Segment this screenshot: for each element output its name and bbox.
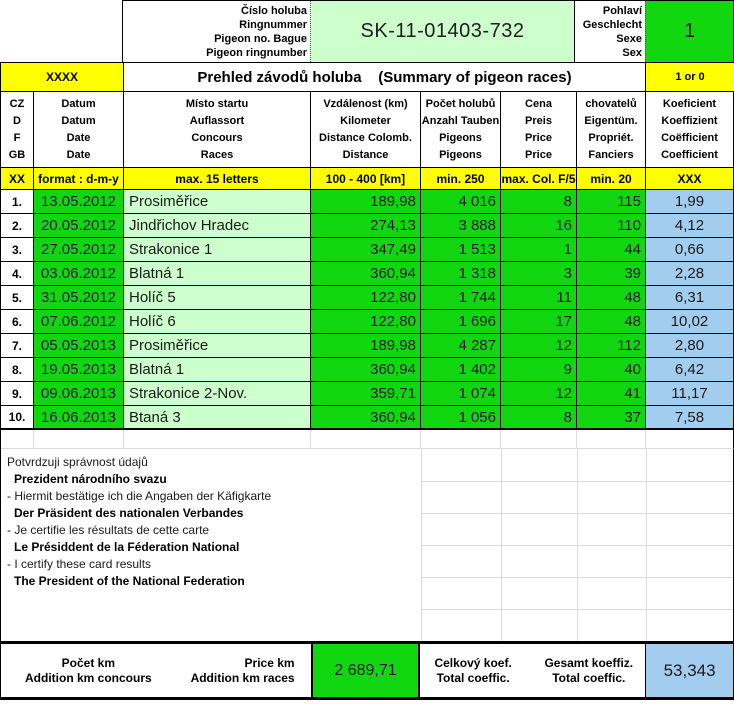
race-date-cell[interactable]: 13.05.2012 <box>34 190 124 214</box>
coef-total-labels <box>420 644 645 697</box>
race-pigeons-cell[interactable]: 4 287 <box>421 334 501 358</box>
race-pigeons-cell[interactable]: 1 402 <box>421 358 501 382</box>
race-date-cell[interactable]: 16.06.2013 <box>34 406 124 430</box>
certification-text <box>7 454 271 590</box>
race-fanciers-cell[interactable]: 37 <box>577 406 646 430</box>
race-coefficient-cell[interactable]: 11,17 <box>646 382 734 406</box>
top-border-line <box>123 0 734 1</box>
coef-total-cell[interactable]: 53,343 <box>645 644 734 697</box>
coef-label-cz: Celkový koef. Total coeffic. <box>434 655 512 685</box>
sex-value-cell[interactable]: 1 <box>645 0 734 62</box>
cert-line-fr-title: Le Présiddent de la Féderation National <box>14 540 240 554</box>
race-price-cell[interactable]: 8 <box>501 190 577 214</box>
race-fanciers-cell[interactable]: 112 <box>577 334 646 358</box>
race-coefficient-cell[interactable]: 2,28 <box>646 262 734 286</box>
race-date-cell[interactable]: 27.05.2012 <box>34 238 124 262</box>
race-price-cell[interactable]: 16 <box>501 214 577 238</box>
race-place-cell[interactable]: Blatná 1 <box>124 358 311 382</box>
cert-line-cz-title: Prezident národního svazu <box>14 472 167 486</box>
row-number: 4. <box>1 262 34 286</box>
page-title: Prehled závodů holuba (Summary of pigeon races) <box>124 63 646 91</box>
col-header-lang: CZ D F GB <box>1 92 34 168</box>
param-min-pigeons: min. 250 <box>421 168 501 190</box>
row-number: 5. <box>1 286 34 310</box>
ring-label-en: Pigeon ringnumber <box>206 46 307 59</box>
race-distance-cell[interactable]: 189,98 <box>311 334 421 358</box>
race-pigeons-cell[interactable]: 1 696 <box>421 310 501 334</box>
cert-line-cz: Potvrdzuji správnost údajů <box>7 455 148 469</box>
row-number: 1. <box>1 190 34 214</box>
race-coefficient-cell[interactable]: 4,12 <box>646 214 734 238</box>
race-pigeons-cell[interactable]: 3 888 <box>421 214 501 238</box>
cert-line-en-title: The President of the National Federation <box>14 574 245 588</box>
km-label-en: Price km Addition km races <box>190 655 295 685</box>
km-total-cell[interactable]: 2 689,71 <box>311 644 421 697</box>
certification-section <box>0 449 734 641</box>
race-place-cell[interactable]: Strakonice 2-Nov. <box>124 382 311 406</box>
gridline <box>421 577 734 578</box>
row-number: 8. <box>1 358 34 382</box>
race-pigeons-cell[interactable]: 1 744 <box>421 286 501 310</box>
race-pigeons-cell[interactable]: 1 074 <box>421 382 501 406</box>
race-pigeons-cell[interactable]: 1 513 <box>421 238 501 262</box>
sex-label-cz: Pohlaví <box>602 4 642 17</box>
ring-label-cz: Číslo holuba <box>241 4 307 17</box>
race-coefficient-cell[interactable]: 1,99 <box>646 190 734 214</box>
row-number: 6. <box>1 310 34 334</box>
race-coefficient-cell[interactable]: 6,31 <box>646 286 734 310</box>
param-xx: XX <box>1 168 34 190</box>
km-total-labels <box>1 644 311 697</box>
race-price-cell[interactable]: 3 <box>501 262 577 286</box>
row-number: 3. <box>1 238 34 262</box>
col-header-place: Místo startu Auflassort Concours Races <box>124 92 311 168</box>
race-date-cell[interactable]: 09.06.2013 <box>34 382 124 406</box>
sex-label-fr: Sexe <box>616 32 642 45</box>
gridline <box>421 609 734 610</box>
race-price-cell[interactable]: 8 <box>501 406 577 430</box>
race-coefficient-cell[interactable]: 0,66 <box>646 238 734 262</box>
race-price-cell[interactable]: 12 <box>501 334 577 358</box>
totals-footer <box>0 641 734 700</box>
km-label-cz: Počet km Addition km concours <box>25 655 152 685</box>
race-place-cell[interactable]: Jindřichov Hradec <box>124 214 311 238</box>
race-place-cell[interactable]: Holíč 5 <box>124 286 311 310</box>
row-number: 7. <box>1 334 34 358</box>
cert-line-de-title: Der Präsident des nationalen Verbandes <box>14 506 244 520</box>
title-row <box>0 63 734 92</box>
race-distance-cell[interactable]: 359,71 <box>311 382 421 406</box>
row-number: 10. <box>1 406 34 430</box>
param-xxx: XXX <box>646 168 734 190</box>
race-distance-cell[interactable]: 274,13 <box>311 214 421 238</box>
row-number: 2. <box>1 214 34 238</box>
ring-label-fr: Pigeon no. Bague <box>214 32 307 45</box>
sex-label-de: Geschlecht <box>582 18 642 31</box>
param-max-price: max. Col. F/5 <box>501 168 577 190</box>
param-min-fanciers: min. 20 <box>577 168 646 190</box>
header-block <box>0 0 734 63</box>
cert-line-en: - I certify these card results <box>7 557 152 571</box>
sex-label-en: Sex <box>622 46 642 59</box>
param-km-range: 100 - 400 [km] <box>311 168 421 190</box>
race-coefficient-cell[interactable]: 2,80 <box>646 334 734 358</box>
cert-line-de: - Hiermit bestätige ich die Angaben der Käfigkarte <box>7 489 272 503</box>
ring-number-cell[interactable]: SK-11-01403-732 <box>310 0 574 62</box>
gridline <box>421 513 734 514</box>
race-date-cell[interactable]: 05.05.2013 <box>34 334 124 358</box>
left-code-cell: XXXX <box>1 63 124 91</box>
race-fanciers-cell[interactable]: 48 <box>577 286 646 310</box>
col-header-distance: Vzdálenost (km) Kilometer Distance Colomb. Distance <box>311 92 421 168</box>
race-coefficient-cell[interactable]: 7,58 <box>646 406 734 430</box>
row-number: 9. <box>1 382 34 406</box>
race-price-cell[interactable]: 9 <box>501 358 577 382</box>
col-header-coefficient: Koeficient Koeffizient Coëfficient Coefficient <box>646 92 734 168</box>
col-header-fanciers: chovatelů Eigentüm. Propriét. Fanciers <box>577 92 646 168</box>
param-date-format: format : d-m-y <box>34 168 124 190</box>
sex-labels <box>574 0 645 62</box>
race-fanciers-cell[interactable]: 44 <box>577 238 646 262</box>
race-pigeons-cell[interactable]: 4 016 <box>421 190 501 214</box>
race-date-cell[interactable]: 20.05.2012 <box>34 214 124 238</box>
race-pigeons-cell[interactable]: 1 318 <box>421 262 501 286</box>
race-distance-cell[interactable]: 360,94 <box>311 262 421 286</box>
race-place-cell[interactable]: Holíč 6 <box>124 310 311 334</box>
race-price-cell[interactable]: 17 <box>501 310 577 334</box>
race-distance-cell[interactable]: 347,49 <box>311 238 421 262</box>
race-fanciers-cell[interactable]: 110 <box>577 214 646 238</box>
coef-label-de: Gesamt koeffiz. Total coeffic. <box>544 655 634 685</box>
race-fanciers-cell[interactable]: 41 <box>577 382 646 406</box>
race-distance-cell[interactable]: 360,94 <box>311 406 421 430</box>
race-date-cell[interactable]: 07.06.2012 <box>34 310 124 334</box>
race-price-cell[interactable]: 11 <box>501 286 577 310</box>
race-place-cell[interactable]: Strakonice 1 <box>124 238 311 262</box>
race-coefficient-cell[interactable]: 6,42 <box>646 358 734 382</box>
race-place-cell[interactable]: Prosiměřice <box>124 190 311 214</box>
ring-label-de: Ringnummer <box>239 18 307 31</box>
header-empty-cell <box>0 0 123 62</box>
race-fanciers-cell[interactable]: 40 <box>577 358 646 382</box>
col-header-date: Datum Datum Date Date <box>34 92 124 168</box>
race-date-cell[interactable]: 19.05.2013 <box>34 358 124 382</box>
gridline <box>421 545 734 546</box>
race-fanciers-cell[interactable]: 39 <box>577 262 646 286</box>
race-table <box>0 92 734 430</box>
col-header-price: Cena Preis Price Price <box>501 92 577 168</box>
cert-line-fr: - Je certifie les résultats de cette carte <box>7 523 210 537</box>
race-distance-cell[interactable]: 360,94 <box>311 358 421 382</box>
race-coefficient-cell[interactable]: 10,02 <box>646 310 734 334</box>
race-pigeons-cell[interactable]: 1 056 <box>421 406 501 430</box>
race-place-cell[interactable]: Btaná 3 <box>124 406 311 430</box>
col-header-pigeons: Počet holubů Anzahl Tauben Pigeons Pigeons <box>421 92 501 168</box>
right-code-cell: 1 or 0 <box>646 63 734 91</box>
race-date-cell[interactable]: 31.05.2012 <box>34 286 124 310</box>
race-price-cell[interactable]: 1 <box>501 238 577 262</box>
param-place-limit: max. 15 letters <box>124 168 311 190</box>
race-fanciers-cell[interactable]: 115 <box>577 190 646 214</box>
race-price-cell[interactable]: 12 <box>501 382 577 406</box>
ring-number-labels <box>123 0 310 62</box>
race-distance-cell[interactable]: 122,80 <box>311 310 421 334</box>
gridline <box>421 481 734 482</box>
empty-spreadsheet-row <box>0 430 734 449</box>
race-distance-cell[interactable]: 189,98 <box>311 190 421 214</box>
race-place-cell[interactable]: Blatná 1 <box>124 262 311 286</box>
race-date-cell[interactable]: 03.06.2012 <box>34 262 124 286</box>
race-fanciers-cell[interactable]: 48 <box>577 310 646 334</box>
race-place-cell[interactable]: Prosiměřice <box>124 334 311 358</box>
race-distance-cell[interactable]: 122,80 <box>311 286 421 310</box>
